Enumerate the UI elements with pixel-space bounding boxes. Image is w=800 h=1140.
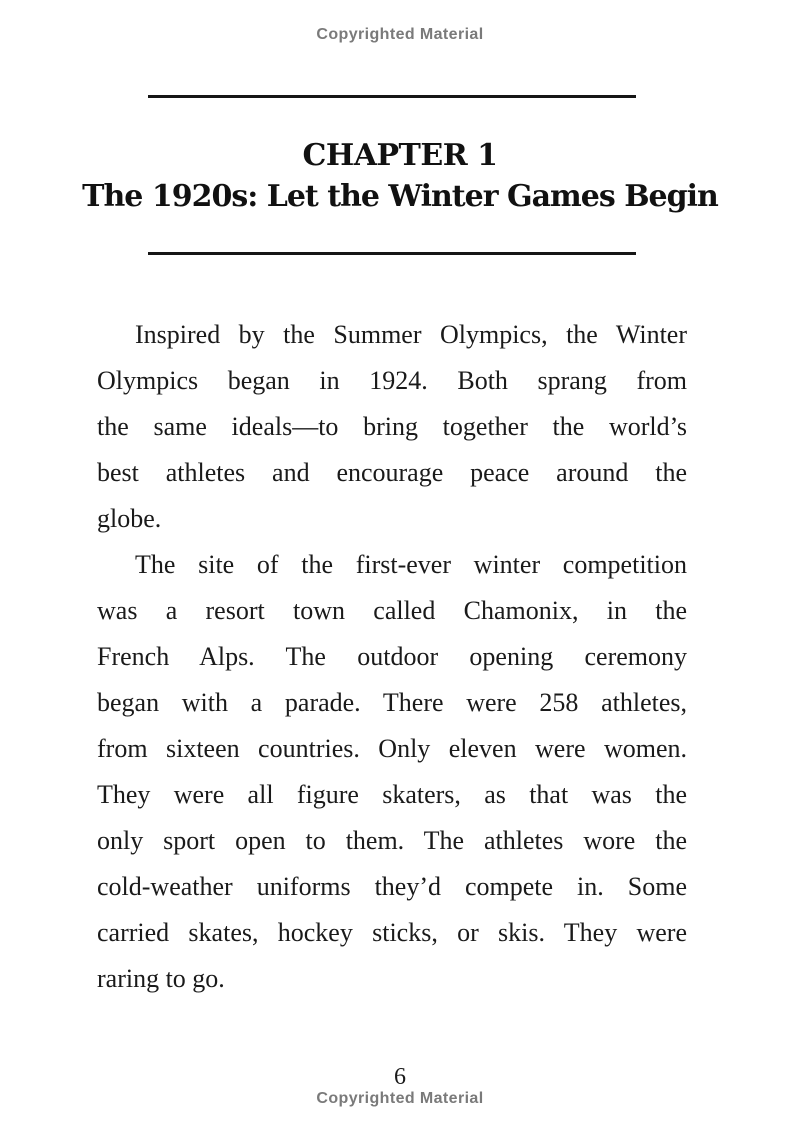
body-line: cold-weather uniforms they’d compete in. Some xyxy=(97,872,687,901)
page-number: 6 xyxy=(394,1064,406,1090)
chapter-number: CHAPTER 1 xyxy=(302,138,498,173)
chapter-divider-bottom xyxy=(148,252,636,255)
body-line: the same ideals—to bring together the world’s xyxy=(97,412,687,441)
body-line: began with a parade. There were 258 athletes, xyxy=(97,688,687,717)
chapter-title: The 1920s: Let the Winter Games Begin xyxy=(82,179,718,214)
body-line: was a resort town called Chamonix, in the xyxy=(97,596,687,625)
body-line: raring to go. xyxy=(97,964,225,993)
chapter-divider-top xyxy=(148,95,636,98)
body-line: globe. xyxy=(97,504,162,533)
body-line: best athletes and encourage peace around the xyxy=(97,458,687,487)
copyright-notice-top: Copyrighted Material xyxy=(316,26,484,43)
body-text xyxy=(97,312,687,1002)
body-line: from sixteen countries. Only eleven were women. xyxy=(97,734,687,763)
paragraph xyxy=(97,312,687,542)
body-line: Olympics began in 1924. Both sprang from xyxy=(97,366,687,395)
body-line: only sport open to them. The athletes wore the xyxy=(97,826,687,855)
body-line: carried skates, hockey sticks, or skis. They were xyxy=(97,918,687,947)
body-line: The site of the first-ever winter competition xyxy=(135,550,687,579)
paragraph xyxy=(97,542,687,1002)
copyright-notice-bottom: Copyrighted Material xyxy=(316,1090,484,1107)
body-line: Inspired by the Summer Olympics, the Winter xyxy=(135,320,687,349)
body-line: French Alps. The outdoor opening ceremony xyxy=(97,642,687,671)
body-line: They were all figure skaters, as that was the xyxy=(97,780,687,809)
